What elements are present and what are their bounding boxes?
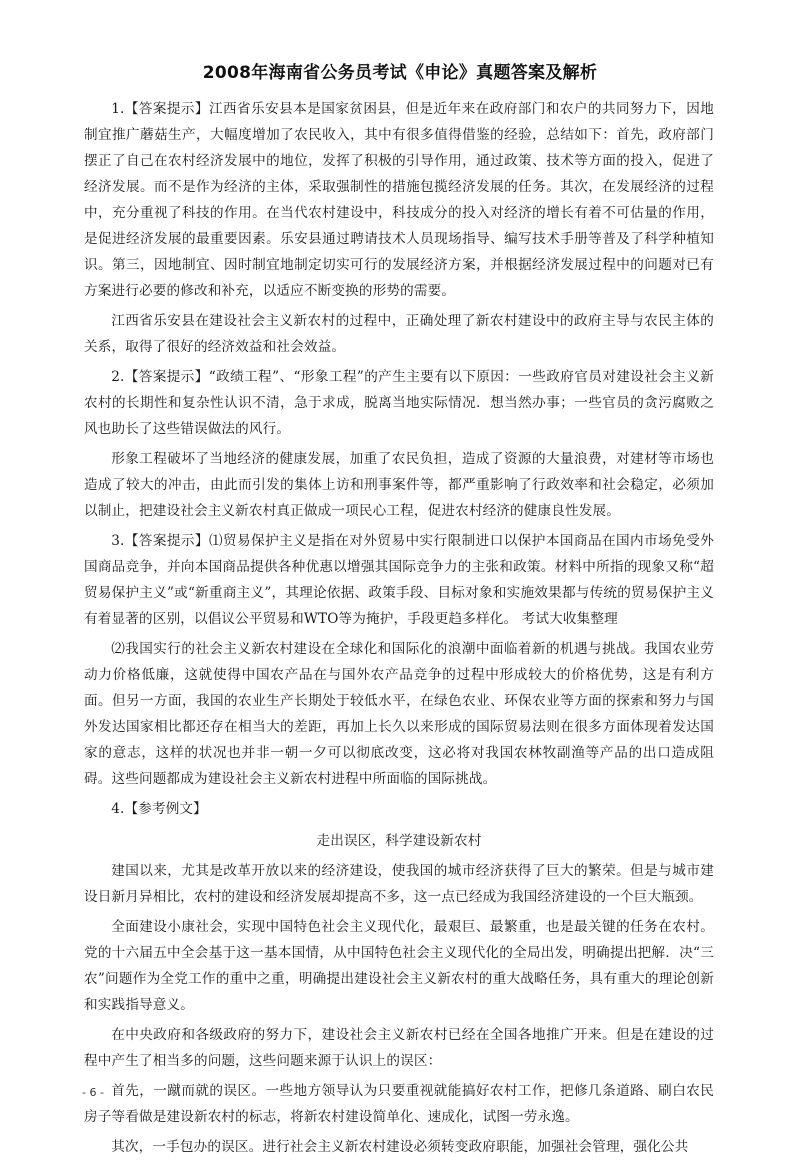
answer-2-paragraph: 2.【答案提示】“政绩工程”、“形象工程”的产生主要有以下原因：一些政府官员对建设社会主义新农村的长期性和复杂性认识不清，急于求成，脱离当地实际情况．想当然办事；一些官员的贪污腐败之风也助长了这些错误做法的风行。 xyxy=(84,369,714,437)
document-title: 2008年海南省公务员考试《申论》真题答案及解析 xyxy=(202,63,598,83)
answer-4-heading: 4.【参考例文】 xyxy=(111,801,207,817)
answer-3-part-2-paragraph: ⑵我国实行的社会主义新农村建设在全球化和国际化的浪潮中面临着新的机遇与挑战。我国农业劳动力价格低廉，这就使得中国农产品在与国外农产品竞争的过程中形成较大的价格优势，这是有利方面。但另一方面，我国的农业生产长期处于较低水平，在绿色农业、环保农业等方面的探索和努力与国外发达国家相比都还存在相当大的差距，再加上长久以来形成的国际贸易法则在很多方面体现着发达国家的意志，这样的状况也并非一朝一夕可以彻底改变，这必将对我国农林牧副渔等产品的出口造成阻碍。这些问题都成为建设社会主义新农村进程中所面临的国际挑战。 xyxy=(84,641,714,787)
answer-1-paragraph: 1.【答案提示】江西省乐安县本是国家贫困县，但是近年来在政府部门和农户的共同努力下，因地制宜推广蘑菇生产，大幅度增加了农民收入，其中有很多值得借鉴的经验，总结如下：首先，政府部门摆正了自己在农村经济发展中的地位，发挥了积极的引导作用，通过政策、技术等方面的投入，促进了经济发展。而不是作为经济的主体，采取强制性的措施包揽经济发展的任务。其次，在发展经济的过程中，充分重视了科技的作用。在当代农村建设中，科技成分的投入对经济的增长有着不可估量的作用，是促进经济发展的最重要因素。乐安县通过聘请技术人员现场指导、编写技术手册等普及了科学种植知识。第三，因地制宜、因时制宜地制定切实可行的发展经济方案，并根据经济发展过程中的问题对已有方案进行必要的修改和补充，以适应不断变换的形势的需要。 xyxy=(84,101,714,299)
page-number: - 6 - xyxy=(82,1086,104,1099)
essay-paragraph: 建国以来，尤其是改革开放以来的经济建设，使我国的城市经济获得了巨大的繁荣。但是与城市建设日新月异相比，农村的建设和经济发展却提高不多，这一点已经成为我国经济建设的一个巨大瓶颈。 xyxy=(84,863,714,905)
answer-1-summary-paragraph: 江西省乐安县在建设社会主义新农村的过程中，正确处理了新农村建设中的政府主导与农民主体的关系，取得了很好的经济效益和社会效益。 xyxy=(84,313,714,355)
essay-paragraph: 在中央政府和各级政府的努力下，建设社会主义新农村已经在全国各地推广开来。但是在建设的过程中产生了相当多的问题，这些问题来源于认识上的误区： xyxy=(84,1027,714,1069)
essay-paragraph: 全面建设小康社会，实现中国特色社会主义现代化，最艰巨、最繁重，也是最关键的任务在农村。党的十六届五中全会基于这一基本国情，从中国特色社会主义现代化的全局出发，明确提出把解．决“三农”问题作为全党工作的重中之重，明确提出建设社会主义新农村的重大战略任务，具有重大的理论创新和实践指导意义。 xyxy=(84,919,714,1013)
essay-paragraph: 首先，一蹴而就的误区。一些地方领导认为只要重视就能搞好农村工作，把修几条道路、刷白农民房子等看做是建设新农村的标志，将新农村建设简单化、速成化，试图一劳永逸。 xyxy=(84,1083,714,1125)
essay-title: 走出误区，科学建设新农村 xyxy=(316,833,482,849)
essay-paragraph: 其次，一手包办的误区。进行社会主义新农村建设必须转变政府职能，加强社会管理，强化公共 xyxy=(111,1139,689,1155)
document-body xyxy=(84,96,714,1164)
answer-2-impact-paragraph: 形象工程破坏了当地经济的健康发展，加重了农民负担，造成了资源的大量浪费，对建材等市场也造成了较大的冲击，由此而引发的集体上访和刑事案件等，都严重影响了行政效率和社会稳定，必须加以制止，把建设社会主义新农村真正做成一项民心工程，促进农村经济的健康良性发展。 xyxy=(84,451,714,519)
answer-3-part-1-paragraph: 3.【答案提示】⑴贸易保护主义是指在对外贸易中实行限制进口以保护本国商品在国内市场免受外国商品竞争，并向本国商品提供各种优惠以增强其国际竞争力的主张和政策。材料中所指的现象又称“超贸易保护主义”或“新重商主义”，其理论依据、政策手段、目标对象和实施效果都与传统的贸易保护主义有着显著的区别，以倡议公平贸易和WTO等为掩护，手段更趋多样化。 考试大收集整理 xyxy=(84,533,714,627)
